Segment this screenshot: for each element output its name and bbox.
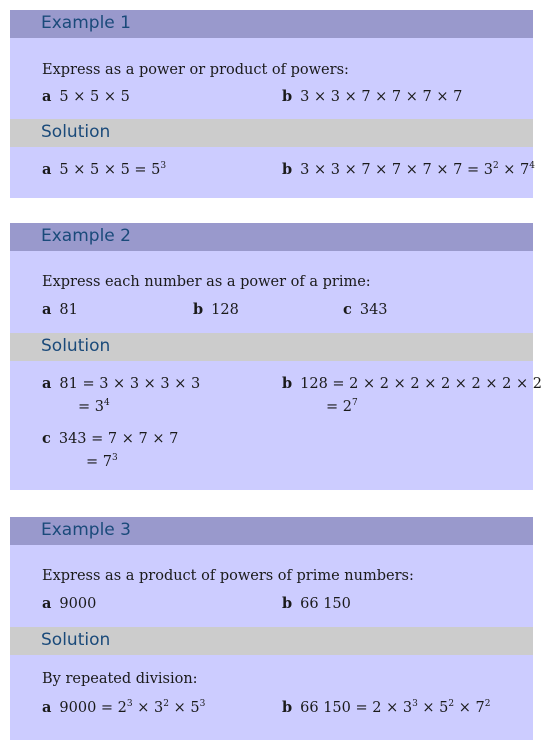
example-2-title: Example 2	[41, 226, 131, 246]
example-1-box	[10, 10, 533, 198]
example-3-box	[10, 517, 533, 740]
example-2-solution-c-line-1: c 343 = 7 × 7 × 7	[42, 430, 179, 447]
example-3-part-a: a 9000	[42, 595, 97, 612]
example-3-part-b: b 66 150	[282, 595, 351, 612]
example-3-solution-b: b 66 $150 = 2 \times 3^3 \times 5^2 \times 7^2$	[282, 699, 491, 716]
example-1-title: Example 1	[41, 13, 131, 33]
example-1-solution-header	[10, 119, 533, 147]
example-1-question: Express as a power or product of powers:	[42, 62, 349, 78]
example-3-solution-a: a $9000 = 2^3 \times 3^2 \times 5^3$	[42, 699, 206, 716]
example-1-solution-b: b $3 \times 3 \times 7 \times 7 \times 7 \times 7 = 3^2 \times 7^4$	[282, 161, 535, 178]
example-3-solution-header	[10, 627, 533, 655]
example-3-solution-title: Solution	[41, 630, 111, 650]
example-2-header	[10, 223, 533, 251]
example-3-question: Express as a product of powers of prime numbers:	[42, 568, 414, 584]
example-3-solution-intro: By repeated division:	[42, 671, 198, 687]
example-2-question: Express each number as a power of a prime:	[42, 274, 371, 290]
example-2-solution-a-line-2: = $3^4$	[78, 398, 110, 415]
example-2-solution-b-line-2: = $2^7$	[326, 398, 358, 415]
example-3-header	[10, 517, 533, 545]
example-1-solution-a: a $5 \times 5 \times 5 = 5^3$	[42, 161, 167, 178]
example-2-solution-header	[10, 333, 533, 361]
example-2-part-b: b 128	[193, 301, 239, 318]
example-2-solution-a-line-1: a 81 = 3 × 3 × 3 × 3	[42, 375, 201, 392]
example-2-box	[10, 223, 542, 490]
example-2-solution-title: Solution	[41, 336, 111, 356]
example-2-part-c: c 343	[343, 301, 388, 318]
example-2-solution-b-line-1: b 128 = 2 × 2 × 2 × 2 × 2 × 2 × 2	[282, 375, 542, 392]
example-1-solution-title: Solution	[41, 122, 111, 142]
example-1-part-b: b 3 × 3 × 7 × 7 × 7 × 7	[282, 88, 463, 105]
example-1-header	[10, 10, 533, 38]
example-2-solution-c-line-2: = $7^3$	[86, 453, 118, 470]
example-3-title: Example 3	[41, 520, 131, 540]
example-1-part-a: a 5 × 5 × 5	[42, 88, 130, 105]
example-2-part-a: a 81	[42, 301, 78, 318]
